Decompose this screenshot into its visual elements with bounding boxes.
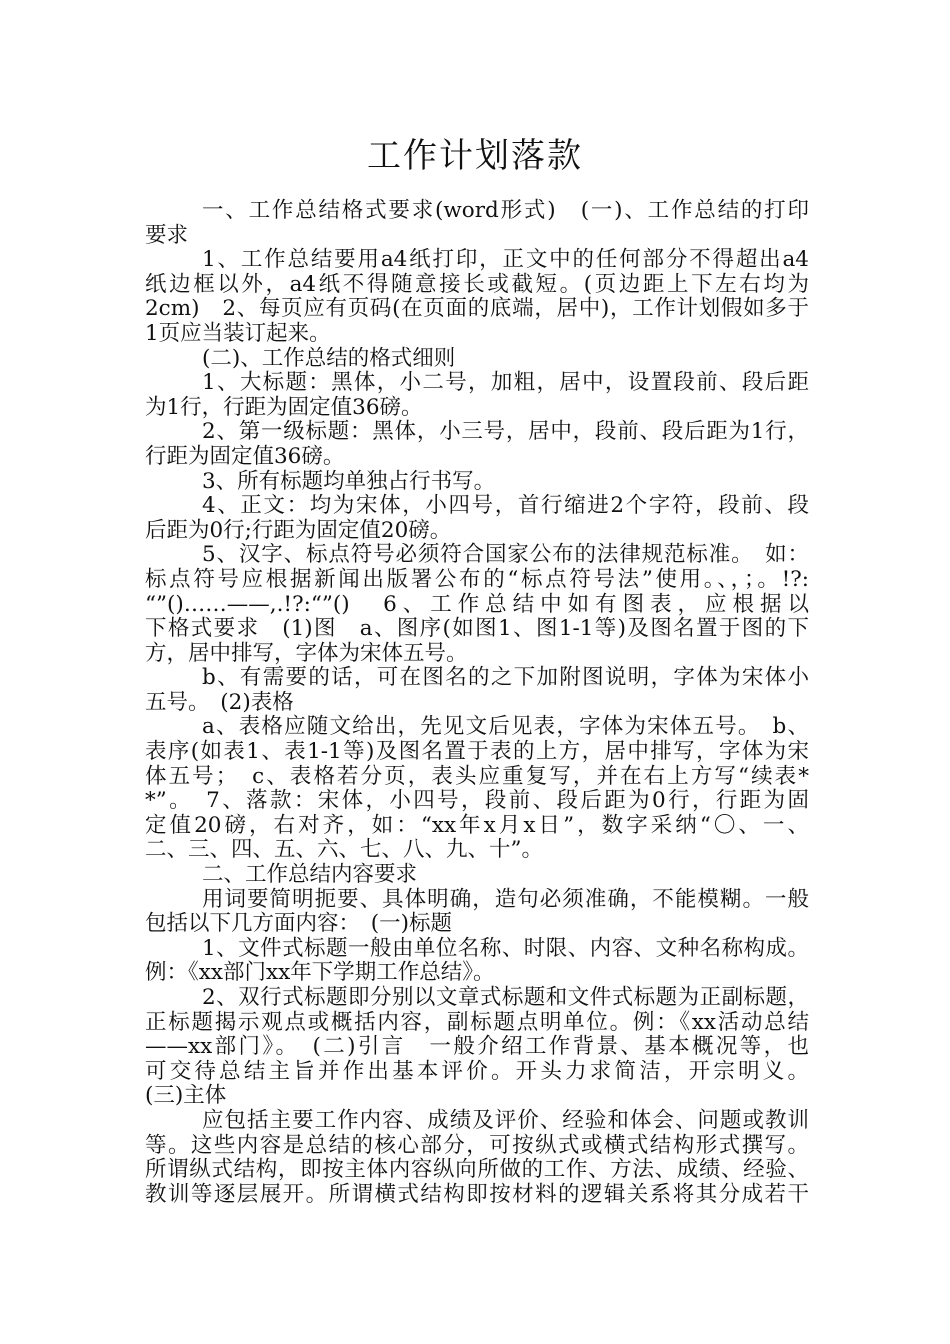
text-line: ——xx部门》。 (二)引言 一般介绍工作背景、基本概况等，也 [145, 1034, 809, 1060]
text-line: 应包括主要工作内容、成绩及评价、经验和体会、问题或教训 [202, 1107, 809, 1133]
text-line: 定值20磅，右对齐，如：“xx年x月x日”，数字采纳“〇、一、 [145, 812, 809, 838]
text-line: 可交待总结主旨并作出基本评价。开头力求简洁，开宗明义。 [145, 1058, 809, 1084]
text-line: b、有需要的话，可在图名的之下加附图说明，字体为宋体小 [202, 665, 809, 691]
text-line: 后距为0行;行距为固定值20磅。 [145, 517, 452, 543]
document-body [145, 199, 809, 1207]
text-line: 标点符号应根据新闻出版署公布的“标点符号法”使用。、，；。!?: [145, 566, 809, 592]
text-line: (三)主体 [145, 1083, 227, 1109]
text-line: 行距为固定值36磅。 [145, 443, 345, 469]
text-line: a、表格应随文给出，先见文后见表，字体为宋体五号。 b、 [202, 714, 809, 740]
text-line: 教训等逐层展开。所谓横式结构即按材料的逻辑关系将其分成若干 [145, 1181, 809, 1207]
text-line: 2cm) 2、每页应有页码(在页面的底端，居中)，工作计划假如多于 [145, 296, 809, 322]
text-line: 二、三、四、五、六、七、八、九、十”。 [145, 837, 543, 863]
text-line: 2、第一级标题：黑体，小三号，居中，段前、段后距为1行， [202, 419, 809, 445]
text-line: 表序(如表1、表1-1等)及图名置于表的上方，居中排写，字体为宋 [145, 739, 809, 765]
text-line: 所谓纵式结构，即按主体内容纵向所做的工作、方法、成绩、经验、 [145, 1157, 809, 1183]
text-line: 1、工作总结要用a4纸打印，正文中的任何部分不得超出a4 [202, 247, 809, 273]
text-line: 纸边框以外，a4纸不得随意接长或截短。(页边距上下左右均为 [145, 271, 809, 297]
text-line: 5、汉字、标点符号必须符合国家公布的法律规范标准。 如： [202, 542, 809, 568]
text-line: 体五号； c、表格若分页，表头应重复写，并在右上方写“续表* [145, 763, 809, 789]
text-line: 3、所有标题均单独占行书写。 [202, 468, 496, 494]
text-line: 下格式要求 (1)图 a、图序(如图1、图1-1等)及图名置于图的下 [145, 616, 809, 642]
text-line: 二、工作总结内容要求 [202, 862, 418, 888]
text-line: 1、文件式标题一般由单位名称、时限、内容、文种名称构成。 [202, 935, 809, 961]
text-line: 一、工作总结格式要求(word形式) (一)、工作总结的打印 [202, 198, 809, 223]
text-line: 要求 [145, 222, 189, 248]
text-line: 正标题揭示观点或概括内容，副标题点明单位。例：《xx活动总结 [145, 1009, 809, 1035]
text-line: 等。这些内容是总结的核心部分，可按纵式或横式结构形式撰写。 [145, 1132, 809, 1158]
text-line: 例：《xx部门xx年下学期工作总结》。 [145, 960, 495, 986]
text-line: *”。 7、落款：宋体，小四号，段前、段后距为0行，行距为固 [145, 788, 809, 814]
text-line: 用词要简明扼要、具体明确，造句必须准确，不能模糊。一般 [202, 886, 809, 912]
text-line: 五号。 (2)表格 [145, 689, 294, 715]
document-title: 工作计划落款 [367, 136, 583, 176]
text-line: 4、正文：均为宋体，小四号，首行缩进2个字符，段前、段 [202, 493, 809, 519]
text-line: 1页应当装订起来。 [145, 320, 331, 346]
text-line: 包括以下几方面内容： (一)标题 [145, 911, 453, 937]
text-line: (二)、工作总结的格式细则 [202, 345, 456, 371]
text-line: “”()……——,.!?:“”() 6、工作总结中如有图表，应根据以 [145, 591, 809, 617]
text-line: 1、大标题：黑体，小二号，加粗，居中，设置段前、段后距 [202, 370, 809, 396]
text-line: 方，居中排写，字体为宋体五号。 [145, 640, 468, 666]
text-line: 2、双行式标题即分别以文章式标题和文件式标题为正副标题， [202, 985, 809, 1010]
text-line: 为1行，行距为固定值36磅。 [145, 394, 423, 420]
